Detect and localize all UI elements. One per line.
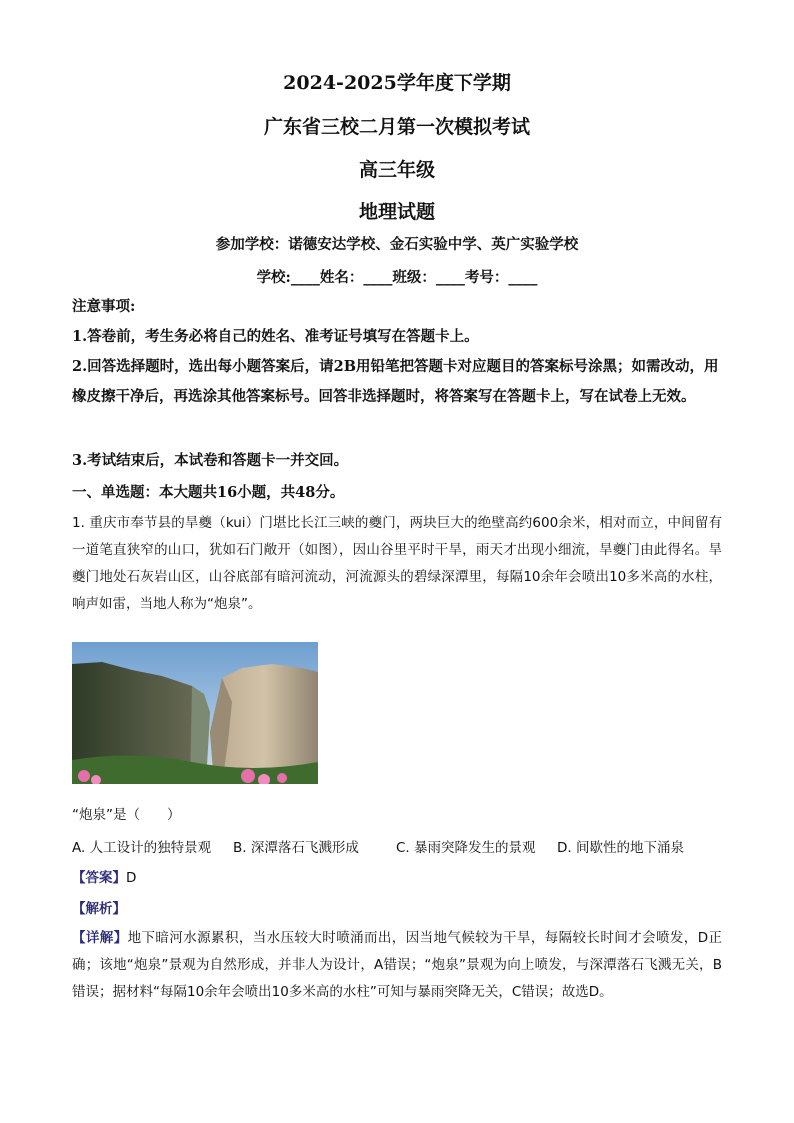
answer-label: 【答案】 [72,870,126,886]
student-info-line: 学校:____姓名：____班级：____考号：____ [256,269,538,286]
detail-text: 地下暗河水源累积，当水压较大时喷涌而出，因当地气候较为干旱，每隔较长时间才会喷发，D正确；该地“炮泉”景观为自然形成，并非人为设计，A错误；“炮泉”景观为向上喷发，与深潭落石飞溅无关，B错误；据材料“每隔10余年会喷出10多米高的水柱”可知与暴雨突降无关，C错误；故选D。 [72,930,722,1000]
grade-title: 高三年级 [358,159,435,181]
question-1-text: 1. 重庆市奉节县的旱夔（kui）门堪比长江三峡的夔门，两块巨大的绝壁高约600余米，相对而立，中间留有一道笔直狭窄的山口，犹如石门敞开（如图），因山谷里平时干旱，雨天才出现小细流，旱夔门由此得名。旱夔门地处石灰岩山区，山谷底部有暗河流动，河流源头的碧绿深潭里，每隔10余年会喷出10多米高的水柱，响声如雷，当地人称为“炮泉”。 [72,515,722,612]
section-title: 一、单选题：本大题共16小题，共48分。 [72,484,345,501]
subject-title: 地理试题 [358,201,435,223]
participating-schools: 参加学校：诺德安达学校、金石实验中学、英广实验学校 [215,236,579,253]
exam-title: 广东省三校二月第一次模拟考试 [263,116,530,138]
answer-value: D [126,870,137,886]
canyon-photo [72,642,318,784]
option-a: A. 人工设计的独特景观 [72,840,212,856]
note-item-1: 1.答卷前，考生务必将自己的姓名、准考证号填写在答题卡上。 [72,328,479,345]
detail-explanation [72,925,722,1006]
notes-title: 注意事项: [72,298,136,315]
year-title: 2024-2025学年度下学期 [283,72,511,94]
note-item-2: 2.回答选择题时，选出每小题答案后，请2B用铅笔把答题卡对应题目的答案标号涂黑；如需改动，用橡皮擦干净后，再选涂其他答案标号。回答非选择题时，将答案写在答题卡上，写在试卷上无效。 [72,358,719,405]
option-c: C. 暴雨突降发生的景观 [396,840,536,856]
option-b: B. 深潭落石飞溅形成 [233,840,359,856]
answer-line [72,866,136,886]
question-1-stem: “炮泉”是（ ） [72,807,181,823]
detail-label: 【详解】 [72,930,128,946]
analysis-label: 【解析】 [72,901,126,917]
option-d: D. 间歇性的地下涌泉 [557,840,684,856]
note-item-3: 3.考试结束后，本试卷和答题卡一并交回。 [72,452,349,469]
